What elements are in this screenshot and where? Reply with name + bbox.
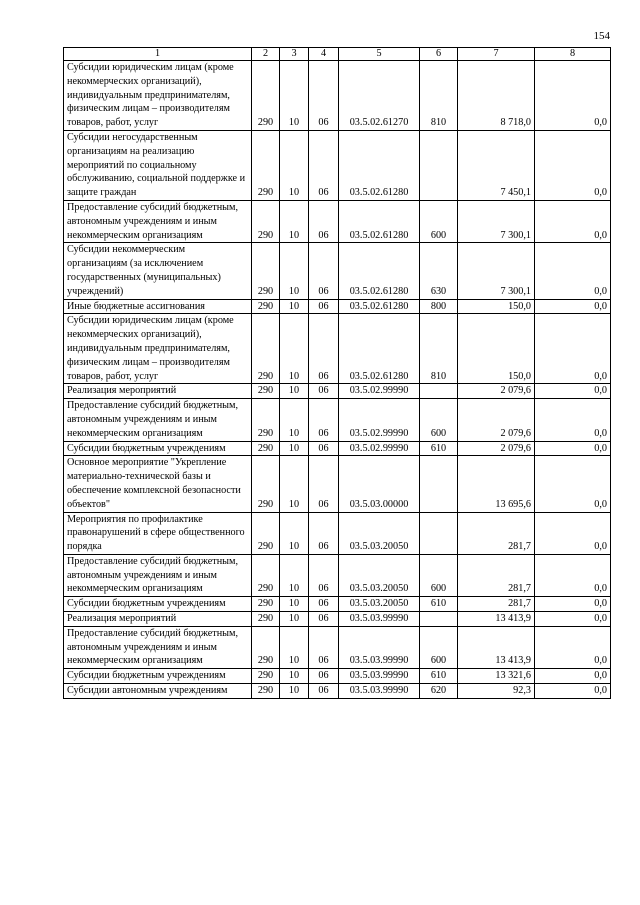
row-section-cell: 10	[280, 384, 309, 399]
row-amount-cell: 281,7	[458, 554, 535, 596]
row-section-cell: 10	[280, 597, 309, 612]
row-code-cell: 290	[252, 684, 280, 699]
row-name-cell: Предоставление субсидий бюджетным, автономным учреждениям и иным некоммерческим организациям	[64, 200, 252, 242]
row-name-cell: Реализация мероприятий	[64, 384, 252, 399]
column-header: 1	[64, 48, 252, 61]
table-row	[64, 314, 611, 384]
row-expense-type-cell: 600	[420, 200, 458, 242]
row-code-cell: 290	[252, 669, 280, 684]
row-expense-type-cell: 600	[420, 626, 458, 668]
row-code-cell: 290	[252, 441, 280, 456]
row-amount-cell: 2 079,6	[458, 384, 535, 399]
table-row	[64, 441, 611, 456]
row-subsection-cell: 06	[309, 684, 339, 699]
row-amount-cell: 13 321,6	[458, 669, 535, 684]
row-expense-type-cell	[420, 612, 458, 627]
row-name-cell: Предоставление субсидий бюджетным, автономным учреждениям и иным некоммерческим организациям	[64, 626, 252, 668]
row-code-cell: 290	[252, 597, 280, 612]
row-expense-type-cell	[420, 512, 458, 554]
table-row	[64, 399, 611, 441]
row-target-cell: 03.5.02.61270	[339, 61, 420, 131]
row-expense-type-cell: 610	[420, 441, 458, 456]
row-target-cell: 03.5.02.61280	[339, 243, 420, 299]
row-amount-cell: 281,7	[458, 597, 535, 612]
row-amount-cell: 13 413,9	[458, 612, 535, 627]
row-target-cell: 03.5.03.20050	[339, 512, 420, 554]
row-target-cell: 03.5.02.99990	[339, 384, 420, 399]
row-code-cell: 290	[252, 399, 280, 441]
row-name-cell: Основное мероприятие "Укрепление материально-технической базы и обеспечение комплексной безопасности объектов"	[64, 456, 252, 512]
table-row	[64, 612, 611, 627]
row-amount-cell: 13 695,6	[458, 456, 535, 512]
row-subsection-cell: 06	[309, 200, 339, 242]
row-amount2-cell: 0,0	[535, 314, 611, 384]
row-amount-cell: 92,3	[458, 684, 535, 699]
table-row	[64, 512, 611, 554]
row-section-cell: 10	[280, 512, 309, 554]
row-code-cell: 290	[252, 512, 280, 554]
row-subsection-cell: 06	[309, 669, 339, 684]
row-amount2-cell: 0,0	[535, 61, 611, 131]
row-subsection-cell: 06	[309, 384, 339, 399]
row-target-cell: 03.5.02.61280	[339, 130, 420, 200]
row-amount-cell: 7 450,1	[458, 130, 535, 200]
row-name-cell: Реализация мероприятий	[64, 612, 252, 627]
row-amount2-cell: 0,0	[535, 684, 611, 699]
table-row	[64, 684, 611, 699]
row-subsection-cell: 06	[309, 61, 339, 131]
row-name-cell: Предоставление субсидий бюджетным, автономным учреждениям и иным некоммерческим организациям	[64, 399, 252, 441]
row-expense-type-cell: 630	[420, 243, 458, 299]
row-name-cell: Предоставление субсидий бюджетным, автономным учреждениям и иным некоммерческим организациям	[64, 554, 252, 596]
row-section-cell: 10	[280, 314, 309, 384]
table-row	[64, 669, 611, 684]
row-subsection-cell: 06	[309, 314, 339, 384]
row-name-cell: Субсидии негосударственным организациям на реализацию мероприятий по социальному обслуживанию, социальной поддержке и защите граждан	[64, 130, 252, 200]
column-header: 4	[309, 48, 339, 61]
row-subsection-cell: 06	[309, 612, 339, 627]
row-amount-cell: 2 079,6	[458, 441, 535, 456]
row-expense-type-cell: 800	[420, 299, 458, 314]
page-number: 154	[593, 30, 610, 42]
row-expense-type-cell	[420, 456, 458, 512]
row-section-cell: 10	[280, 669, 309, 684]
row-target-cell: 03.5.03.99990	[339, 669, 420, 684]
table-row	[64, 200, 611, 242]
row-amount-cell: 2 079,6	[458, 399, 535, 441]
table-row	[64, 299, 611, 314]
row-section-cell: 10	[280, 61, 309, 131]
row-amount2-cell: 0,0	[535, 456, 611, 512]
row-amount2-cell: 0,0	[535, 612, 611, 627]
row-amount-cell: 150,0	[458, 314, 535, 384]
row-section-cell: 10	[280, 626, 309, 668]
row-amount2-cell: 0,0	[535, 130, 611, 200]
table-row	[64, 626, 611, 668]
row-amount2-cell: 0,0	[535, 243, 611, 299]
row-name-cell: Иные бюджетные ассигнования	[64, 299, 252, 314]
row-code-cell: 290	[252, 130, 280, 200]
row-target-cell: 03.5.03.00000	[339, 456, 420, 512]
column-header: 6	[420, 48, 458, 61]
column-header: 7	[458, 48, 535, 61]
table-row	[64, 130, 611, 200]
row-expense-type-cell	[420, 384, 458, 399]
row-code-cell: 290	[252, 554, 280, 596]
row-section-cell: 10	[280, 554, 309, 596]
row-section-cell: 10	[280, 456, 309, 512]
row-code-cell: 290	[252, 626, 280, 668]
row-amount-cell: 8 718,0	[458, 61, 535, 131]
column-header: 2	[252, 48, 280, 61]
row-target-cell: 03.5.02.61280	[339, 299, 420, 314]
row-subsection-cell: 06	[309, 626, 339, 668]
row-section-cell: 10	[280, 684, 309, 699]
row-target-cell: 03.5.03.20050	[339, 554, 420, 596]
row-amount2-cell: 0,0	[535, 299, 611, 314]
row-expense-type-cell: 620	[420, 684, 458, 699]
row-subsection-cell: 06	[309, 456, 339, 512]
row-subsection-cell: 06	[309, 130, 339, 200]
row-amount2-cell: 0,0	[535, 441, 611, 456]
row-subsection-cell: 06	[309, 512, 339, 554]
row-expense-type-cell: 610	[420, 597, 458, 612]
row-subsection-cell: 06	[309, 554, 339, 596]
row-target-cell: 03.5.03.20050	[339, 597, 420, 612]
row-section-cell: 10	[280, 130, 309, 200]
table-header	[64, 48, 611, 61]
row-code-cell: 290	[252, 243, 280, 299]
row-target-cell: 03.5.02.99990	[339, 441, 420, 456]
row-amount2-cell: 0,0	[535, 669, 611, 684]
column-header: 5	[339, 48, 420, 61]
row-section-cell: 10	[280, 200, 309, 242]
row-expense-type-cell: 610	[420, 669, 458, 684]
row-expense-type-cell: 600	[420, 399, 458, 441]
table-body	[64, 61, 611, 699]
row-subsection-cell: 06	[309, 299, 339, 314]
row-amount-cell: 7 300,1	[458, 200, 535, 242]
row-name-cell: Субсидии бюджетным учреждениям	[64, 669, 252, 684]
row-target-cell: 03.5.02.99990	[339, 399, 420, 441]
row-subsection-cell: 06	[309, 399, 339, 441]
table-row	[64, 456, 611, 512]
row-code-cell: 290	[252, 456, 280, 512]
budget-table	[63, 47, 611, 699]
row-amount2-cell: 0,0	[535, 384, 611, 399]
row-section-cell: 10	[280, 399, 309, 441]
row-expense-type-cell: 810	[420, 314, 458, 384]
row-subsection-cell: 06	[309, 441, 339, 456]
row-target-cell: 03.5.03.99990	[339, 626, 420, 668]
row-expense-type-cell: 810	[420, 61, 458, 131]
row-amount-cell: 7 300,1	[458, 243, 535, 299]
header-row	[64, 48, 611, 61]
row-section-cell: 10	[280, 612, 309, 627]
row-amount2-cell: 0,0	[535, 554, 611, 596]
row-name-cell: Субсидии автономным учреждениям	[64, 684, 252, 699]
row-code-cell: 290	[252, 200, 280, 242]
row-amount-cell: 281,7	[458, 512, 535, 554]
row-expense-type-cell: 600	[420, 554, 458, 596]
row-amount-cell: 13 413,9	[458, 626, 535, 668]
table-row	[64, 61, 611, 131]
row-name-cell: Субсидии юридическим лицам (кроме некоммерческих организаций), индивидуальным предпринимателям, физическим лицам – производителям товаров, работ, услуг	[64, 314, 252, 384]
row-code-cell: 290	[252, 314, 280, 384]
row-amount2-cell: 0,0	[535, 200, 611, 242]
row-target-cell: 03.5.03.99990	[339, 612, 420, 627]
row-target-cell: 03.5.02.61280	[339, 314, 420, 384]
row-section-cell: 10	[280, 441, 309, 456]
row-target-cell: 03.5.03.99990	[339, 684, 420, 699]
row-code-cell: 290	[252, 61, 280, 131]
row-code-cell: 290	[252, 612, 280, 627]
row-name-cell: Субсидии некоммерческим организациям (за исключением государственных (муниципальных) учреждений)	[64, 243, 252, 299]
row-amount2-cell: 0,0	[535, 399, 611, 441]
row-amount2-cell: 0,0	[535, 626, 611, 668]
row-code-cell: 290	[252, 299, 280, 314]
row-subsection-cell: 06	[309, 243, 339, 299]
row-section-cell: 10	[280, 243, 309, 299]
row-subsection-cell: 06	[309, 597, 339, 612]
column-header: 3	[280, 48, 309, 61]
row-amount-cell: 150,0	[458, 299, 535, 314]
column-header: 8	[535, 48, 611, 61]
table-row	[64, 384, 611, 399]
row-section-cell: 10	[280, 299, 309, 314]
row-code-cell: 290	[252, 384, 280, 399]
row-amount2-cell: 0,0	[535, 597, 611, 612]
row-name-cell: Мероприятия по профилактике правонарушений в сфере общественного порядка	[64, 512, 252, 554]
row-name-cell: Субсидии бюджетным учреждениям	[64, 441, 252, 456]
table-row	[64, 597, 611, 612]
row-amount2-cell: 0,0	[535, 512, 611, 554]
row-name-cell: Субсидии бюджетным учреждениям	[64, 597, 252, 612]
row-expense-type-cell	[420, 130, 458, 200]
row-name-cell: Субсидии юридическим лицам (кроме некоммерческих организаций), индивидуальным предпринимателям, физическим лицам – производителям товаров, работ, услуг	[64, 61, 252, 131]
table-row	[64, 243, 611, 299]
row-target-cell: 03.5.02.61280	[339, 200, 420, 242]
table-row	[64, 554, 611, 596]
